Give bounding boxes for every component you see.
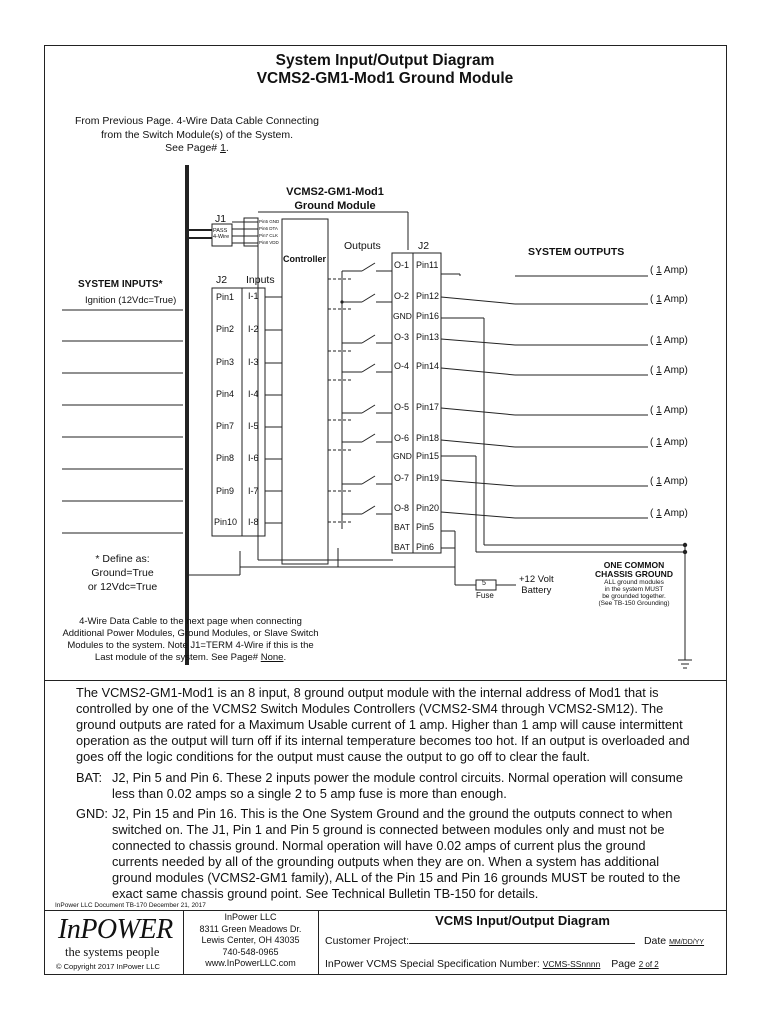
output-label-2: O-2 xyxy=(394,291,410,301)
document-title: VCMS Input/Output Diagram xyxy=(435,913,610,928)
input-pin-1: Pin1 xyxy=(216,292,235,302)
output-pin-17: Pin17 xyxy=(416,402,440,412)
inputs-header: Inputs xyxy=(246,274,275,286)
define-note: * Define as: Ground=True or 12Vdc=True xyxy=(87,553,158,593)
inpower-logo: InPOWER xyxy=(58,914,173,945)
input-pin-6: Pin8 xyxy=(216,453,235,463)
previous-page-number: 1 xyxy=(220,142,226,154)
output-pin-18: Pin18 xyxy=(416,433,440,443)
fuse-label: Fuse xyxy=(476,591,494,600)
output-label-bat-5: BAT xyxy=(394,522,410,532)
j1-pass-label: PASS 4-Wire xyxy=(213,228,230,240)
output-label-bat-6: BAT xyxy=(394,542,410,552)
output-switches xyxy=(342,263,392,529)
output-pin-14: Pin14 xyxy=(416,361,440,371)
customer-project-field[interactable] xyxy=(409,943,635,944)
input-pin-8: Pin10 xyxy=(214,517,238,527)
diagram-title-line1: System Input/Output Diagram xyxy=(275,52,495,69)
previous-note-line1: From Previous Page. 4-Wire Data Cable Connecting xyxy=(75,115,319,127)
input-label-6: I-6 xyxy=(248,453,259,463)
j2-input-label: J2 xyxy=(216,274,228,286)
input-pin-2: Pin2 xyxy=(216,324,235,334)
input-pin-4: Pin4 xyxy=(216,389,235,399)
bat-description: BAT: J2, Pin 5 and Pin 6. These 2 inputs power the module control circuits. Normal operation will consume less than 0.02 amps so a single 2 to 5 amp fuse is more than enough. xyxy=(76,770,683,801)
customer-project-row: Customer Project: Date MM/DD/YY xyxy=(325,935,705,947)
output-pin-5: Pin5 xyxy=(416,522,435,532)
input-label-3: I-3 xyxy=(248,357,259,367)
amp-rating-6: ( 1 Amp) xyxy=(650,437,688,448)
output-pin-16: Pin16 xyxy=(416,311,440,321)
input-pin-5: Pin7 xyxy=(216,421,235,431)
amp-rating-8: ( 1 Amp) xyxy=(650,508,688,519)
input-label-8: I-8 xyxy=(248,517,259,527)
output-pin-6: Pin6 xyxy=(416,542,435,552)
j1-pin-labels: Pin5 GND Pin6 DTA Pin7 CLK Pin8 VDD xyxy=(259,219,280,245)
output-label-6: O-6 xyxy=(394,433,410,443)
input-pin-3: Pin3 xyxy=(216,357,235,367)
spec-number-field[interactable]: VCMS-SSnnnn xyxy=(542,959,601,969)
amp-rating-3: ( 1 Amp) xyxy=(650,335,688,346)
output-label-gnd-16: GND xyxy=(393,311,412,321)
input-label-2: I-2 xyxy=(248,324,259,334)
copyright: © Copyright 2017 InPower LLC xyxy=(56,962,160,971)
system-inputs-heading: SYSTEM INPUTS* xyxy=(78,279,163,290)
module-label xyxy=(270,185,400,213)
spec-row: InPower VCMS Special Specification Number: VCMS-SSnnnn Page 2 of 2 xyxy=(325,958,659,970)
date-field[interactable]: MM/DD/YY xyxy=(669,939,705,946)
description-paragraph: The VCMS2-GM1-Mod1 is an 8 input, 8 ground output module with the internal address of Mod1 that is controlled by one of the VCMS2 Switch Modules Controllers (VCMS2-SM4 through VCMS2-SM12). The ground outputs are rated for a Maximum Usable current of 1 amp. Higher than 1 amp will cause intermittent operation as the output will turn off if its internal temperature becomes too hot. If an output is overloaded and goes off the logic conditions for the output must cause the output to go off to clear the fault. xyxy=(76,685,690,764)
previous-see-page: See Page# 1. xyxy=(165,142,229,154)
next-page-note: 4-Wire Data Cable to the next page when connecting Additional Power Modules, Ground Modules, or Slave Switch Modules to the system. Note J1=TERM 4-Wire if this is the Last module of the system. See Page# None. xyxy=(62,616,319,663)
output-pin-20: Pin20 xyxy=(416,503,440,513)
j1-label: J1 xyxy=(215,213,227,225)
system-input-ignition: Ignition (12Vdc=True) xyxy=(85,295,177,306)
output-label-8: O-8 xyxy=(394,503,410,513)
chassis-ground-note: ONE COMMON CHASSIS GROUND ALL ground modules in the system MUST be grounded together. (See TB-150 Grounding) xyxy=(595,560,673,607)
amp-rating-4: ( 1 Amp) xyxy=(650,365,688,376)
document-reference: InPower LLC Document TB-170 December 21, 2017 xyxy=(55,902,206,909)
output-control-lines xyxy=(328,279,352,522)
j2-output-label: J2 xyxy=(418,240,430,252)
output-pin-19: Pin19 xyxy=(416,473,440,483)
page-number: 2 of 2 xyxy=(638,960,659,969)
tagline: the systems people xyxy=(65,945,160,959)
module-subtitle: Ground Module xyxy=(294,200,376,212)
system-input-lines xyxy=(62,310,183,533)
output-pin-15: Pin15 xyxy=(416,451,440,461)
section-divider xyxy=(44,680,727,681)
system-outputs-heading: SYSTEM OUTPUTS xyxy=(528,246,625,258)
previous-note-line2: from the Switch Module(s) of the System. xyxy=(101,128,293,141)
next-page-number: None xyxy=(260,652,284,663)
diagram-title-line2: VCMS2-GM1-Mod1 Ground Module xyxy=(256,70,514,87)
battery-label: +12 Volt Battery xyxy=(519,574,554,596)
input-label-1: I-1 xyxy=(248,291,259,301)
outputs-header: Outputs xyxy=(344,240,381,252)
output-label-1: O-1 xyxy=(394,260,410,270)
output-pin-13: Pin13 xyxy=(416,332,440,342)
system-output-lines xyxy=(441,274,648,518)
output-label-7: O-7 xyxy=(394,473,410,483)
module-name: VCMS2-GM1-Mod1 xyxy=(286,186,384,198)
fuse-value: 5 xyxy=(482,580,486,587)
amp-rating-5: ( 1 Amp) xyxy=(650,405,688,416)
controller-block xyxy=(282,219,328,564)
input-pin-7: Pin9 xyxy=(216,486,235,496)
output-pin-2: Pin12 xyxy=(416,291,440,301)
output-label-gnd-15: GND xyxy=(393,451,412,461)
input-wires xyxy=(265,297,282,523)
footer-divider xyxy=(44,910,727,911)
amp-rating-7: ( 1 Amp) xyxy=(650,476,688,487)
amp-rating-2: ( 1 Amp) xyxy=(650,294,688,305)
input-label-7: I-7 xyxy=(248,486,259,496)
input-label-5: I-5 xyxy=(248,421,259,431)
amp-rating-1: ( 1 Amp) xyxy=(650,265,688,276)
gnd-description: GND: J2, Pin 15 and Pin 16. This is the One System Ground and the ground the outputs connect to when switched on. The J1, Pin 1 and Pin 5 ground is connected between modules only and must not be connected to chassis ground. Normal operation will have 0.02 amps of current plus the ground currents needed by all of the grounding outputs when they are on. When a system has additional ground modules (VCMS2-GM1 family), ALL of the Pin 15 and Pin 16 grounds MUST be routed to the exact same chassis ground point. See Technical Bulletin TB-150 for details. xyxy=(76,806,681,901)
output-label-4: O-4 xyxy=(394,361,410,371)
output-pin-1: Pin11 xyxy=(416,260,439,270)
output-label-5: O-5 xyxy=(394,402,410,412)
output-label-3: O-3 xyxy=(394,332,410,342)
company-address: InPower LLC 8311 Green Meadows Dr. Lewis Center, OH 43035 740-548-0965 www.InPowerLLC.com xyxy=(199,912,302,968)
input-label-4: I-4 xyxy=(248,389,259,399)
controller-label: Controller xyxy=(283,254,327,264)
